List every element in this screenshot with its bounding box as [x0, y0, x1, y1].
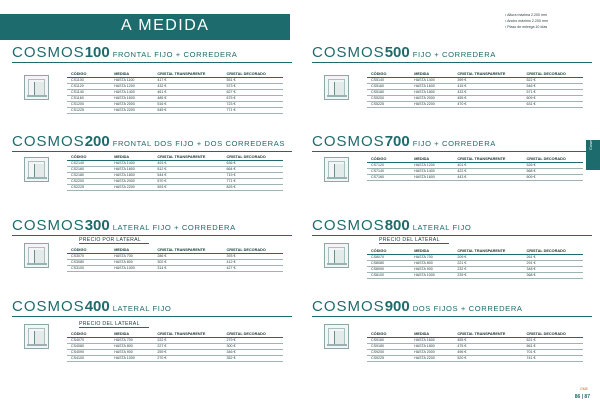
price-table — [367, 156, 583, 181]
table-cell: 551 € — [222, 77, 283, 83]
table-cell: HASTA 1600 — [410, 83, 453, 89]
table-cell: CS1200 — [67, 101, 110, 107]
table-cell: CS2140 — [67, 160, 110, 166]
table-cell: HASTA 2000 — [110, 101, 153, 107]
col-header-decorado: CRISTAL DECORADO — [222, 71, 283, 77]
table-cell: HASTA 2000 — [110, 178, 153, 184]
table-cell: HASTA 2200 — [110, 184, 153, 190]
col-header-codigo: CÓDIGO — [67, 247, 110, 253]
product-brand: COSMOS — [312, 133, 385, 150]
table-cell: 609 € — [522, 174, 583, 180]
table-cell: 723 € — [222, 101, 283, 107]
product-description: DOS FIJOS + CORREDERA — [412, 304, 523, 313]
col-header-medida: MEDIDA — [410, 156, 453, 162]
table-cell: 526 € — [522, 162, 583, 168]
table-cell: 209 € — [453, 254, 522, 260]
product-description: LATERAL FIJO + CORREDERA — [112, 223, 236, 232]
table-cell: HASTA 1200 — [410, 162, 453, 168]
product-description: FIJO + CORREDERA — [412, 139, 496, 148]
price-table — [367, 71, 583, 108]
product-description: FRONTAL DOS FIJO + DOS CORREDERAS — [112, 139, 286, 148]
col-header-codigo: CÓDIGO — [67, 71, 110, 77]
col-header-decorado: CRISTAL DECORADO — [522, 248, 583, 254]
product-model: 500 — [384, 44, 410, 61]
table-cell: 593 € — [153, 184, 222, 190]
table-cell: 412 € — [222, 259, 283, 265]
table-cell: 279 € — [222, 337, 283, 343]
table-cell: 427 € — [222, 265, 283, 271]
title-rule — [12, 151, 292, 152]
col-header-medida: MEDIDA — [410, 248, 453, 254]
table-cell: CS1225 — [67, 107, 110, 113]
table-cell: 261 € — [522, 254, 583, 260]
col-header-codigo: CÓDIGO — [367, 248, 410, 254]
table-cell: HASTA 1600 — [110, 166, 153, 172]
price-note-rule — [79, 243, 149, 244]
table-cell: CS1100 — [67, 77, 110, 83]
col-header-decorado: CRISTAL DECORADO — [222, 154, 283, 160]
table-cell: CS2160 — [67, 166, 110, 172]
table-cell: 239 € — [453, 272, 522, 278]
shower-screen-image — [24, 157, 49, 182]
col-header-transparente: CRISTAL TRANSPARENTE — [453, 248, 522, 254]
brand-logo: GME — [580, 387, 588, 391]
table-cell: 771 € — [222, 107, 283, 113]
table-cell: 470 € — [453, 101, 522, 107]
product-description: LATERAL FIJO — [412, 223, 472, 232]
table-cell: HASTA 700 — [410, 254, 453, 260]
table-cell: CS3070 — [67, 253, 110, 259]
col-header-transparente: CRISTAL TRANSPARENTE — [153, 331, 222, 337]
table-cell: CS7140 — [367, 168, 410, 174]
table-cell: HASTA 800 — [110, 259, 153, 265]
col-header-transparente: CRISTAL TRANSPARENTE — [453, 331, 522, 337]
title-rule — [12, 316, 292, 317]
product-model: 800 — [384, 217, 410, 234]
table-cell: HASTA 1000 — [410, 272, 453, 278]
table-cell: 520 € — [453, 355, 522, 361]
table-cell: 368 € — [522, 272, 583, 278]
table-cell: 741 € — [522, 355, 583, 361]
col-header-codigo: CÓDIGO — [367, 71, 410, 77]
product-brand: COSMOS — [12, 133, 85, 150]
col-header-codigo: CÓDIGO — [367, 156, 410, 162]
table-cell: 568 € — [522, 168, 583, 174]
price-table — [67, 331, 283, 362]
table-cell: CS2200 — [67, 178, 110, 184]
table-cell: CS3100 — [67, 265, 110, 271]
product-brand: COSMOS — [312, 298, 385, 315]
col-header-decorado: CRISTAL DECORADO — [222, 331, 283, 337]
table-cell: HASTA 2200 — [110, 107, 153, 113]
table-cell: 417 € — [153, 77, 222, 83]
product-title — [12, 44, 237, 64]
product-description: FIJO + CORREDERA — [412, 50, 496, 59]
table-cell: HASTA 1800 — [410, 89, 453, 95]
table-cell: CS7120 — [367, 162, 410, 168]
product-model: 700 — [384, 133, 410, 150]
table-row — [367, 355, 583, 361]
table-cell: 432 € — [153, 83, 222, 89]
table-cell: HASTA 900 — [110, 349, 153, 355]
page-title: A MEDIDA — [121, 17, 210, 34]
product-brand: COSMOS — [12, 298, 85, 315]
table-cell: CS5140 — [367, 77, 410, 83]
table-row — [367, 272, 583, 278]
table-cell: HASTA 1400 — [410, 77, 453, 83]
table-cell: 544 € — [153, 172, 222, 178]
product-model: 400 — [84, 298, 110, 315]
col-header-decorado: CRISTAL DECORADO — [522, 331, 583, 337]
notes-list — [505, 12, 597, 31]
table-cell: CS9160 — [367, 337, 410, 343]
table-cell: HASTA 900 — [410, 266, 453, 272]
table-cell: 661 € — [522, 343, 583, 349]
table-cell: HASTA 800 — [410, 260, 453, 266]
table-cell: CS4080 — [67, 343, 110, 349]
table-cell: HASTA 1100 — [110, 77, 153, 83]
product-model: 900 — [384, 298, 410, 315]
table-cell: CS8070 — [367, 254, 410, 260]
title-rule — [312, 62, 592, 63]
price-table — [67, 71, 283, 114]
table-cell: CS9180 — [367, 343, 410, 349]
table-row — [367, 101, 583, 107]
table-cell: 399 € — [453, 77, 522, 83]
table-row — [367, 174, 583, 180]
col-header-codigo: CÓDIGO — [367, 331, 410, 337]
price-table — [367, 248, 583, 279]
table-cell: HASTA 1800 — [410, 343, 453, 349]
table-cell: 475 € — [453, 343, 522, 349]
product-title — [312, 298, 523, 318]
page-number: 86 | 87 — [574, 394, 590, 400]
table-cell: CS4070 — [67, 337, 110, 343]
table-cell: 401 € — [453, 162, 522, 168]
product-brand: COSMOS — [12, 217, 85, 234]
table-cell: 461 € — [153, 89, 222, 95]
price-note-rule — [379, 243, 449, 244]
table-cell: CS8100 — [367, 272, 410, 278]
table-cell: 621 € — [522, 337, 583, 343]
shower-screen-image — [324, 75, 349, 100]
table-cell: CS4090 — [67, 349, 110, 355]
shower-screen-image — [24, 75, 49, 100]
product-model: 200 — [84, 133, 110, 150]
table-cell: 701 € — [522, 349, 583, 355]
shower-screen-image — [24, 324, 49, 349]
col-header-medida: MEDIDA — [410, 71, 453, 77]
table-cell: CS5180 — [367, 89, 410, 95]
product-title — [12, 217, 236, 237]
table-cell: 546 € — [522, 83, 583, 89]
table-cell: HASTA 2200 — [410, 101, 453, 107]
note-item: • Ancho máximo 2.200 mm — [505, 18, 597, 24]
price-table — [67, 247, 283, 272]
table-cell: 222 € — [153, 337, 222, 343]
table-cell: 609 € — [522, 95, 583, 101]
table-cell: CS5225 — [367, 101, 410, 107]
table-cell: HASTA 1600 — [410, 174, 453, 180]
shower-screen-image — [324, 243, 349, 268]
table-cell: 221 € — [453, 260, 522, 266]
product-brand: COSMOS — [312, 217, 385, 234]
table-cell: 545 € — [153, 107, 222, 113]
table-cell: CS3080 — [67, 259, 110, 265]
table-cell: CS8080 — [367, 260, 410, 266]
note-item: • Plazo de entrega 10 días — [505, 24, 597, 30]
price-table — [67, 154, 283, 191]
table-row — [67, 184, 283, 190]
table-cell: 493 € — [153, 160, 222, 166]
title-rule — [312, 151, 592, 152]
table-cell: 636 € — [222, 160, 283, 166]
price-table — [367, 331, 583, 362]
table-cell: 314 € — [153, 265, 222, 271]
side-tab-label: Cosmos — [588, 135, 593, 150]
product-title — [312, 217, 471, 237]
table-cell: HASTA 1800 — [110, 172, 153, 178]
table-cell: 286 € — [153, 253, 222, 259]
product-model: 100 — [84, 44, 110, 61]
table-cell: 771 € — [222, 178, 283, 184]
product-brand: COSMOS — [312, 44, 385, 61]
table-cell: 522 € — [522, 77, 583, 83]
table-cell: CS1140 — [67, 89, 110, 95]
table-row — [67, 265, 283, 271]
col-header-transparente: CRISTAL TRANSPARENTE — [153, 247, 222, 253]
table-cell: 227 € — [153, 343, 222, 349]
table-cell: 232 € — [453, 266, 522, 272]
table-cell: HASTA 700 — [110, 337, 153, 343]
table-cell: 570 € — [153, 178, 222, 184]
table-cell: CS2180 — [67, 172, 110, 178]
table-cell: HASTA 1400 — [110, 89, 153, 95]
product-title — [312, 133, 496, 153]
table-cell: 433 € — [453, 89, 522, 95]
col-header-decorado: CRISTAL DECORADO — [222, 247, 283, 253]
table-cell: 300 € — [222, 343, 283, 349]
table-row — [67, 355, 283, 361]
table-cell: CS2225 — [67, 184, 110, 190]
table-cell: 516 € — [153, 101, 222, 107]
table-cell: CS9200 — [367, 349, 410, 355]
table-cell: CS5160 — [367, 83, 410, 89]
table-cell: 422 € — [453, 168, 522, 174]
shower-screen-image — [24, 243, 49, 268]
shower-screen-image — [324, 157, 349, 182]
table-cell: 455 € — [453, 95, 522, 101]
table-cell: CS9225 — [367, 355, 410, 361]
table-cell: CS1120 — [67, 83, 110, 89]
col-header-transparente: CRISTAL TRANSPARENTE — [453, 71, 522, 77]
col-header-codigo: CÓDIGO — [67, 331, 110, 337]
table-cell: 259 € — [153, 349, 222, 355]
table-cell: HASTA 2000 — [410, 349, 453, 355]
table-cell: 627 € — [222, 89, 283, 95]
table-cell: 346 € — [222, 349, 283, 355]
table-cell: 393 € — [222, 253, 283, 259]
price-note-rule — [79, 327, 149, 328]
table-cell: 348 € — [522, 266, 583, 272]
title-rule — [312, 316, 592, 317]
table-cell: HASTA 1400 — [110, 160, 153, 166]
table-cell: 675 € — [222, 95, 283, 101]
table-cell: 825 € — [222, 184, 283, 190]
product-brand: COSMOS — [12, 44, 85, 61]
table-cell: 512 € — [153, 166, 222, 172]
table-cell: 415 € — [453, 83, 522, 89]
product-title — [12, 298, 171, 318]
product-title — [312, 44, 496, 64]
table-cell: CS8090 — [367, 266, 410, 272]
product-description: LATERAL FIJO — [112, 304, 172, 313]
col-header-decorado: CRISTAL DECORADO — [522, 156, 583, 162]
table-cell: HASTA 1000 — [110, 355, 153, 361]
shower-screen-image — [324, 324, 349, 349]
col-header-medida: MEDIDA — [110, 247, 153, 253]
product-description: FRONTAL FIJO + CORREDERA — [112, 50, 238, 59]
title-rule — [312, 235, 592, 236]
header-banner — [0, 14, 290, 40]
col-header-medida: MEDIDA — [110, 154, 153, 160]
table-cell: 573 € — [222, 83, 283, 89]
col-header-decorado: CRISTAL DECORADO — [522, 71, 583, 77]
col-header-medida: MEDIDA — [410, 331, 453, 337]
col-header-transparente: CRISTAL TRANSPARENTE — [153, 71, 222, 77]
table-cell: HASTA 1200 — [110, 83, 153, 89]
table-cell: 631 € — [522, 101, 583, 107]
product-title — [12, 133, 285, 153]
table-cell: 455 € — [453, 337, 522, 343]
table-cell: 270 € — [153, 355, 222, 361]
table-cell: HASTA 1000 — [110, 265, 153, 271]
table-cell: CS4100 — [67, 355, 110, 361]
col-header-transparente: CRISTAL TRANSPARENTE — [153, 154, 222, 160]
table-cell: 664 € — [222, 166, 283, 172]
table-cell: 352 € — [222, 355, 283, 361]
title-rule — [12, 62, 292, 63]
table-cell: 571 € — [522, 89, 583, 95]
table-cell: HASTA 2200 — [410, 355, 453, 361]
table-cell: CS1160 — [67, 95, 110, 101]
table-cell: HASTA 800 — [110, 343, 153, 349]
table-cell: 291 € — [522, 260, 583, 266]
col-header-medida: MEDIDA — [110, 331, 153, 337]
table-cell: HASTA 2000 — [410, 95, 453, 101]
table-cell: HASTA 1400 — [410, 168, 453, 174]
product-model: 300 — [84, 217, 110, 234]
table-cell: 719 € — [222, 172, 283, 178]
table-cell: 485 € — [153, 95, 222, 101]
table-cell: 443 € — [453, 174, 522, 180]
table-cell: 496 € — [453, 349, 522, 355]
table-row — [67, 107, 283, 113]
price-note: PRECIO POR LATERAL — [79, 237, 142, 243]
table-cell: HASTA 700 — [110, 253, 153, 259]
table-cell: 302 € — [153, 259, 222, 265]
table-cell: CS5200 — [367, 95, 410, 101]
col-header-medida: MEDIDA — [110, 71, 153, 77]
col-header-transparente: CRISTAL TRANSPARENTE — [453, 156, 522, 162]
note-item: • Altura máxima 2.200 mm — [505, 12, 597, 18]
price-note: PRECIO DEL LATERAL — [379, 237, 440, 243]
price-note: PRECIO DEL LATERAL — [79, 321, 140, 327]
table-cell: HASTA 1600 — [110, 95, 153, 101]
side-tab — [586, 135, 600, 170]
col-header-codigo: CÓDIGO — [67, 154, 110, 160]
table-cell: CS7160 — [367, 174, 410, 180]
table-cell: HASTA 1600 — [410, 337, 453, 343]
title-rule — [12, 235, 292, 236]
